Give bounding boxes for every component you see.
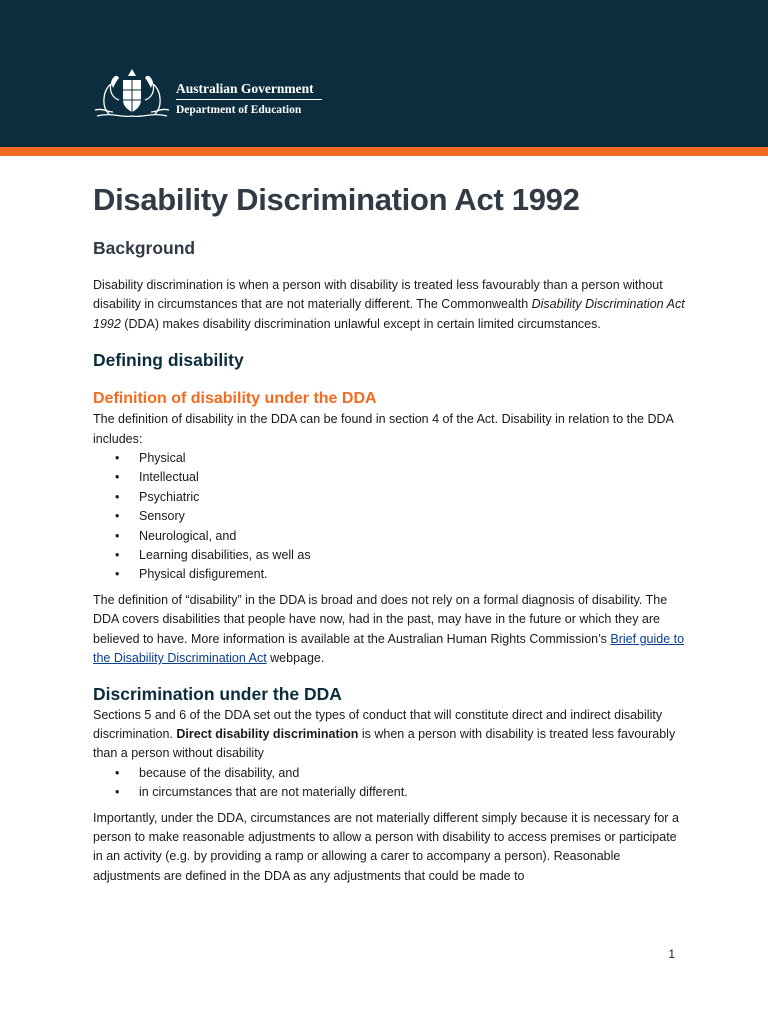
background-heading: Background xyxy=(93,238,196,258)
government-wordmark xyxy=(176,80,322,118)
brief-guide-link[interactable]: Brief guide to the Disability Discrimination Act xyxy=(93,631,685,666)
definition-subheading: Definition of disability under the DDA xyxy=(93,390,377,408)
background-paragraph xyxy=(93,276,685,334)
org-line-1: Australian Government xyxy=(176,81,314,96)
document-body xyxy=(93,176,685,886)
definition-text-1: The definition of “disability” in the DDA is broad and does not rely on a formal diagnosis of disability. The DDA covers disabilities that people have now, had in the past, may have in the future or which they are believed to have. More information is available at the Australian Human Rights Commission’s xyxy=(93,592,668,646)
list-item: • Neurological, and xyxy=(93,527,685,546)
wordmark-rule xyxy=(176,99,322,100)
list-item: • Physical xyxy=(93,449,685,468)
direct-discrimination-bold: Direct disability discrimination xyxy=(176,726,359,741)
page-number: 1 xyxy=(668,947,675,961)
discrimination-paragraph-2: Importantly, under the DDA, circumstances are not materially different simply because it is necessary for a person to make reasonable adjustments to allow a person with disability to access premises or participate in an activity (e.g. by providing a ramp or allowing a carer to accompany a person). Reasonable adjustments are defined in the DDA as any adjustments that could be made to xyxy=(93,810,679,883)
list-item: • because of the disability, and xyxy=(93,764,685,783)
document-title: Disability Discrimination Act 1992 xyxy=(93,182,580,217)
act-name-italic: Disability Discrimination Act 1992 xyxy=(93,297,685,331)
header-accent-stripe xyxy=(0,147,768,156)
definition-intro: The definition of disability in the DDA can be found in section 4 of the Act. Disability in relation to the DDA includes: xyxy=(93,412,674,446)
discrimination-text-2: is when a person with disability is treated less favourably than a person without disability xyxy=(93,726,676,761)
coat-of-arms-icon xyxy=(93,66,171,122)
defining-disability-heading: Defining disability xyxy=(93,350,244,371)
list-item: • Physical disfigurement. xyxy=(93,565,685,584)
list-item: • Sensory xyxy=(93,507,685,526)
list-item: • Intellectual xyxy=(93,468,685,487)
background-text-1: Disability discrimination is when a person with disability is treated less favourably than a person without disability in circumstances that are not materially different. The Commonwealth xyxy=(93,278,663,312)
discrimination-text-1: Sections 5 and 6 of the DDA set out the types of conduct that will constitute direct and indirect disability discrimination. xyxy=(93,707,663,741)
background-text-2: (DDA) makes disability discrimination unlawful except in certain limited circumstances. xyxy=(120,316,601,331)
discrimination-list xyxy=(93,764,685,803)
definition-text-2: webpage. xyxy=(266,651,325,666)
org-line-2: Department of Education xyxy=(176,104,302,116)
discrimination-paragraph-1 xyxy=(93,706,685,764)
list-item: • Learning disabilities, as well as xyxy=(93,546,685,565)
list-item: • Psychiatric xyxy=(93,488,685,507)
definition-list xyxy=(93,449,685,585)
list-item: • in circumstances that are not materially different. xyxy=(93,783,685,802)
discrimination-heading: Discrimination under the DDA xyxy=(93,683,342,704)
definition-paragraph-2 xyxy=(93,591,685,669)
